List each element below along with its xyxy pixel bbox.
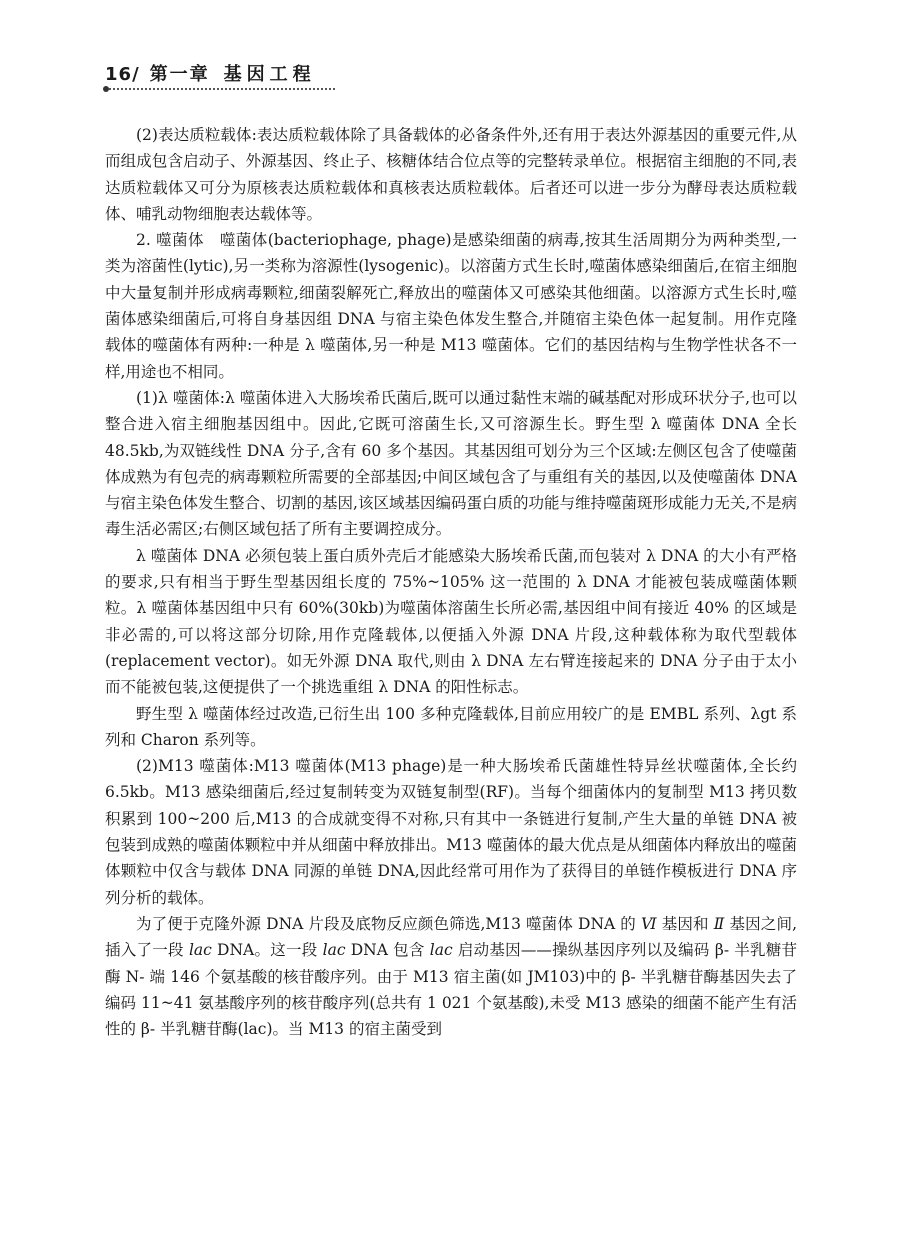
text-run: 基因之间,插入了一段 xyxy=(105,914,798,960)
text-run: DNA。这一段 xyxy=(211,941,323,960)
text-run: 基因和 xyxy=(656,914,714,933)
body-text xyxy=(105,122,797,1042)
gene-ii: Ⅱ xyxy=(713,914,725,933)
header-dotted-rule xyxy=(105,88,335,90)
text-run: DNA 包含 xyxy=(345,941,430,960)
chapter-label: 第一章 xyxy=(149,64,210,85)
text-run: 启动基因——操纵基因序列以及编码 β- 半乳糖苷酶 N- 端 146 个氨基酸的核苷酸序列。由于 M13 宿主菌(如 JM103)中的 β- 半乳糖苷酶基因失去了编码 11~41 氨基酸序列的核苷酸序列(总共有 1 021 个氨基酸),未受 M13 感染的细菌不能产生有活性的 β- 半乳糖苷酶(lac)。当 M13 的宿主菌受到 xyxy=(105,941,797,1039)
paragraph-lambda-vectors: 野生型 λ 噬菌体经过改造,已衍生出 100 多种克隆载体,目前应用较广的是 EMBL 系列、λgt 系列和 Charon 系列等。 xyxy=(105,704,797,749)
paragraph-m13-phage: (2)M13 噬菌体:M13 噬菌体(M13 phage)是一种大肠埃希氏菌雄性特异丝状噬菌体,全长约 6.5kb。M13 感染细菌后,经过复制转变为双链复制型(RF)。当每个细菌体内的复制型 M13 拷贝数积累到 100~200 后,M13 的合成就变得不对称,只有其中一条链进行复制,产生大量的单链 DNA 被包装到成熟的噬菌体颗粒中并从细菌中释放排出。M13 噬菌体的最大优点是从细菌体内释放出的噬菌体颗粒中仅含与载体 DNA 同源的单链 DNA,因此经常可用作为了获得目的单链作模板进行 DNA 序列分析的载体。 xyxy=(105,757,797,907)
paragraph-phage-intro: 2. 噬菌体 噬菌体(bacteriophage, phage)是感染细菌的病毒,按其生活周期分为两种类型,一类为溶菌性(lytic),另一类称为溶源性(lysogenic)。以溶菌方式生长时,噬菌体感染细菌后,在宿主细胞中大量复制并形成病毒颗粒,细菌裂解死亡,释放出的噬菌体又可感染其他细菌。以溶源方式生长时,噬菌体感染细菌后,可将自身基因组 DNA 与宿主染色体发生整合,并随宿主染色体一起复制。用作克隆载体的噬菌体有两种:一种是 λ 噬菌体,另一种是 M13 噬菌体。它们的基因结构与生物学性状各不一样,用途也不相同。 xyxy=(105,231,797,381)
text-run: 为了便于克隆外源 DNA 片段及底物反应颜色筛选,M13 噬菌体 DNA 的 xyxy=(136,914,641,933)
paragraph-lambda-packaging: λ 噬菌体 DNA 必须包装上蛋白质外壳后才能感染大肠埃希氏菌,而包装对 λ DNA 的大小有严格的要求,只有相当于野生型基因组长度的 75%~105% 这一范围的 λ DNA 才能被包装成噬菌体颗粒。λ 噬菌体基因组中只有 60%(30kb)为噬菌体溶菌生长所必需,基因组中间有接近 40% 的区域是非必需的,可以将这部分切除,用作克隆载体,以便插入外源 DNA 片段,这种载体称为取代型载体(replacement vector)。如无外源 DNA 取代,则由 λ DNA 左右臂连接起来的 DNA 分子由于太小而不能被包装,这便提供了一个挑选重组 λ DNA 的阳性标志。 xyxy=(105,546,797,697)
header-separator: / xyxy=(132,64,140,85)
lac-term: lac xyxy=(188,941,212,960)
paragraph-m13-lac xyxy=(105,911,797,1042)
gene-vi: Ⅵ xyxy=(640,914,657,933)
paragraph-expression-plasmid: (2)表达质粒载体:表达质粒载体除了具备载体的必备条件外,还有用于表达外源基因的重要元件,从而组成包含启动子、外源基因、终止子、核糖体结合位点等的完整转录单位。根据宿主细胞的不同,表达质粒载体又可分为原核表达质粒载体和真核表达质粒载体。后者还可以进一步分为酵母表达质粒载体、哺乳动物细胞表达载体等。 xyxy=(105,126,797,223)
running-header xyxy=(105,64,805,86)
page-number: 16 xyxy=(105,64,133,85)
lac-term: lac xyxy=(322,941,346,960)
chapter-title: 基因工程 xyxy=(223,64,316,85)
lac-term: lac xyxy=(429,941,453,960)
paragraph-lambda-phage: (1)λ 噬菌体:λ 噬菌体进入大肠埃希氏菌后,既可以通过黏性末端的碱基配对形成环状分子,也可以整合进入宿主细胞基因组中。因此,它既可溶菌生长,又可溶源生长。野生型 λ 噬菌体 DNA 全长 48.5kb,为双链线性 DNA 分子,含有 60 多个基因。其基因组可划分为三个区域:左侧区包含了使噬菌体成熟为有包壳的病毒颗粒所需要的全部基因;中间区域包含了与重组有关的基因,以及使噬菌体 DNA 与宿主染色体发生整合、切割的基因,该区域基因编码蛋白质的功能与维持噬菌斑形成能力无关,不是病毒生活必需区;右侧区域包括了所有主要调控成分。 xyxy=(105,388,797,539)
header-line xyxy=(105,64,805,86)
